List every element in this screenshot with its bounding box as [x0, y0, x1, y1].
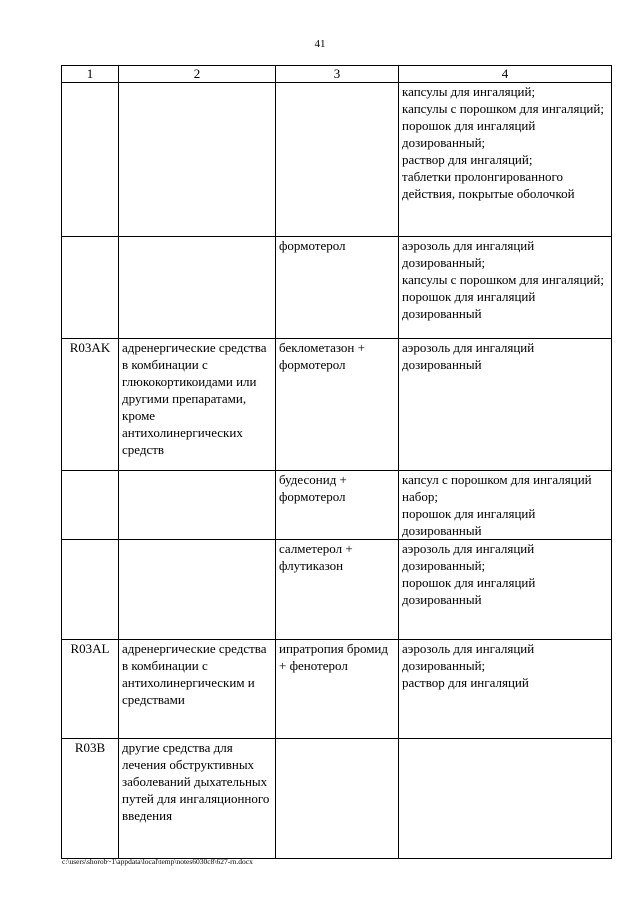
substance-cell: [276, 83, 399, 237]
group-cell: адренергические средства в комбинации с антихолинергическим и средствами: [119, 640, 276, 739]
atc-code-cell: R03AL: [62, 640, 119, 739]
form-cell: аэрозоль для ингаляций дозированный; капсулы с порошком для ингаляций; порошок для ингаляций дозированный: [399, 237, 612, 339]
form-cell: [399, 739, 612, 859]
atc-code-cell: R03B: [62, 739, 119, 859]
form-cell: аэрозоль для ингаляций дозированный; порошок для ингаляций дозированный: [399, 540, 612, 640]
form-cell: аэрозоль для ингаляций дозированный; раствор для ингаляций: [399, 640, 612, 739]
substance-cell: [276, 739, 399, 859]
table-row: [62, 237, 612, 339]
header-cell-4: 4: [399, 66, 612, 83]
atc-code-cell: [62, 237, 119, 339]
group-cell: [119, 540, 276, 640]
group-cell: [119, 237, 276, 339]
substance-cell: будесонид + формотерол: [276, 471, 399, 540]
header-cell-2: 2: [119, 66, 276, 83]
header-cell-3: 3: [276, 66, 399, 83]
table-row: [62, 739, 612, 859]
table-row: [62, 640, 612, 739]
footer-file-path: c:\users\shorob~1\appdata\local\temp\notes6030c8\627-rn.docx: [62, 857, 253, 866]
atc-code-cell: R03AK: [62, 339, 119, 471]
table-row: [62, 471, 612, 540]
table-row: [62, 540, 612, 640]
header-cell-1: 1: [62, 66, 119, 83]
atc-code-cell: [62, 83, 119, 237]
group-cell: адренергические средства в комбинации с глюкокортикоидами или другими препаратами, кроме антихолинергических средств: [119, 339, 276, 471]
atc-code-cell: [62, 471, 119, 540]
substance-cell: формотерол: [276, 237, 399, 339]
form-cell: капсул с порошком для ингаляций набор; порошок для ингаляций дозированный: [399, 471, 612, 540]
form-cell: капсулы для ингаляций; капсулы с порошком для ингаляций; порошок для ингаляций дозированный; раствор для ингаляций; таблетки пролонгированного действия, покрытые оболочкой: [399, 83, 612, 237]
table-row: [62, 339, 612, 471]
group-cell: [119, 471, 276, 540]
group-cell: [119, 83, 276, 237]
form-cell: аэрозоль для ингаляций дозированный: [399, 339, 612, 471]
atc-code-cell: [62, 540, 119, 640]
substance-cell: ипратропия бромид + фенотерол: [276, 640, 399, 739]
header-row: [62, 66, 612, 83]
page-number: 41: [314, 38, 326, 50]
substance-cell: салметерол + флутиказон: [276, 540, 399, 640]
substance-cell: беклометазон + формотерол: [276, 339, 399, 471]
group-cell: другие средства для лечения обструктивных заболеваний дыхательных путей для ингаляционного введения: [119, 739, 276, 859]
table-row: [62, 83, 612, 237]
drug-table: [61, 65, 612, 859]
